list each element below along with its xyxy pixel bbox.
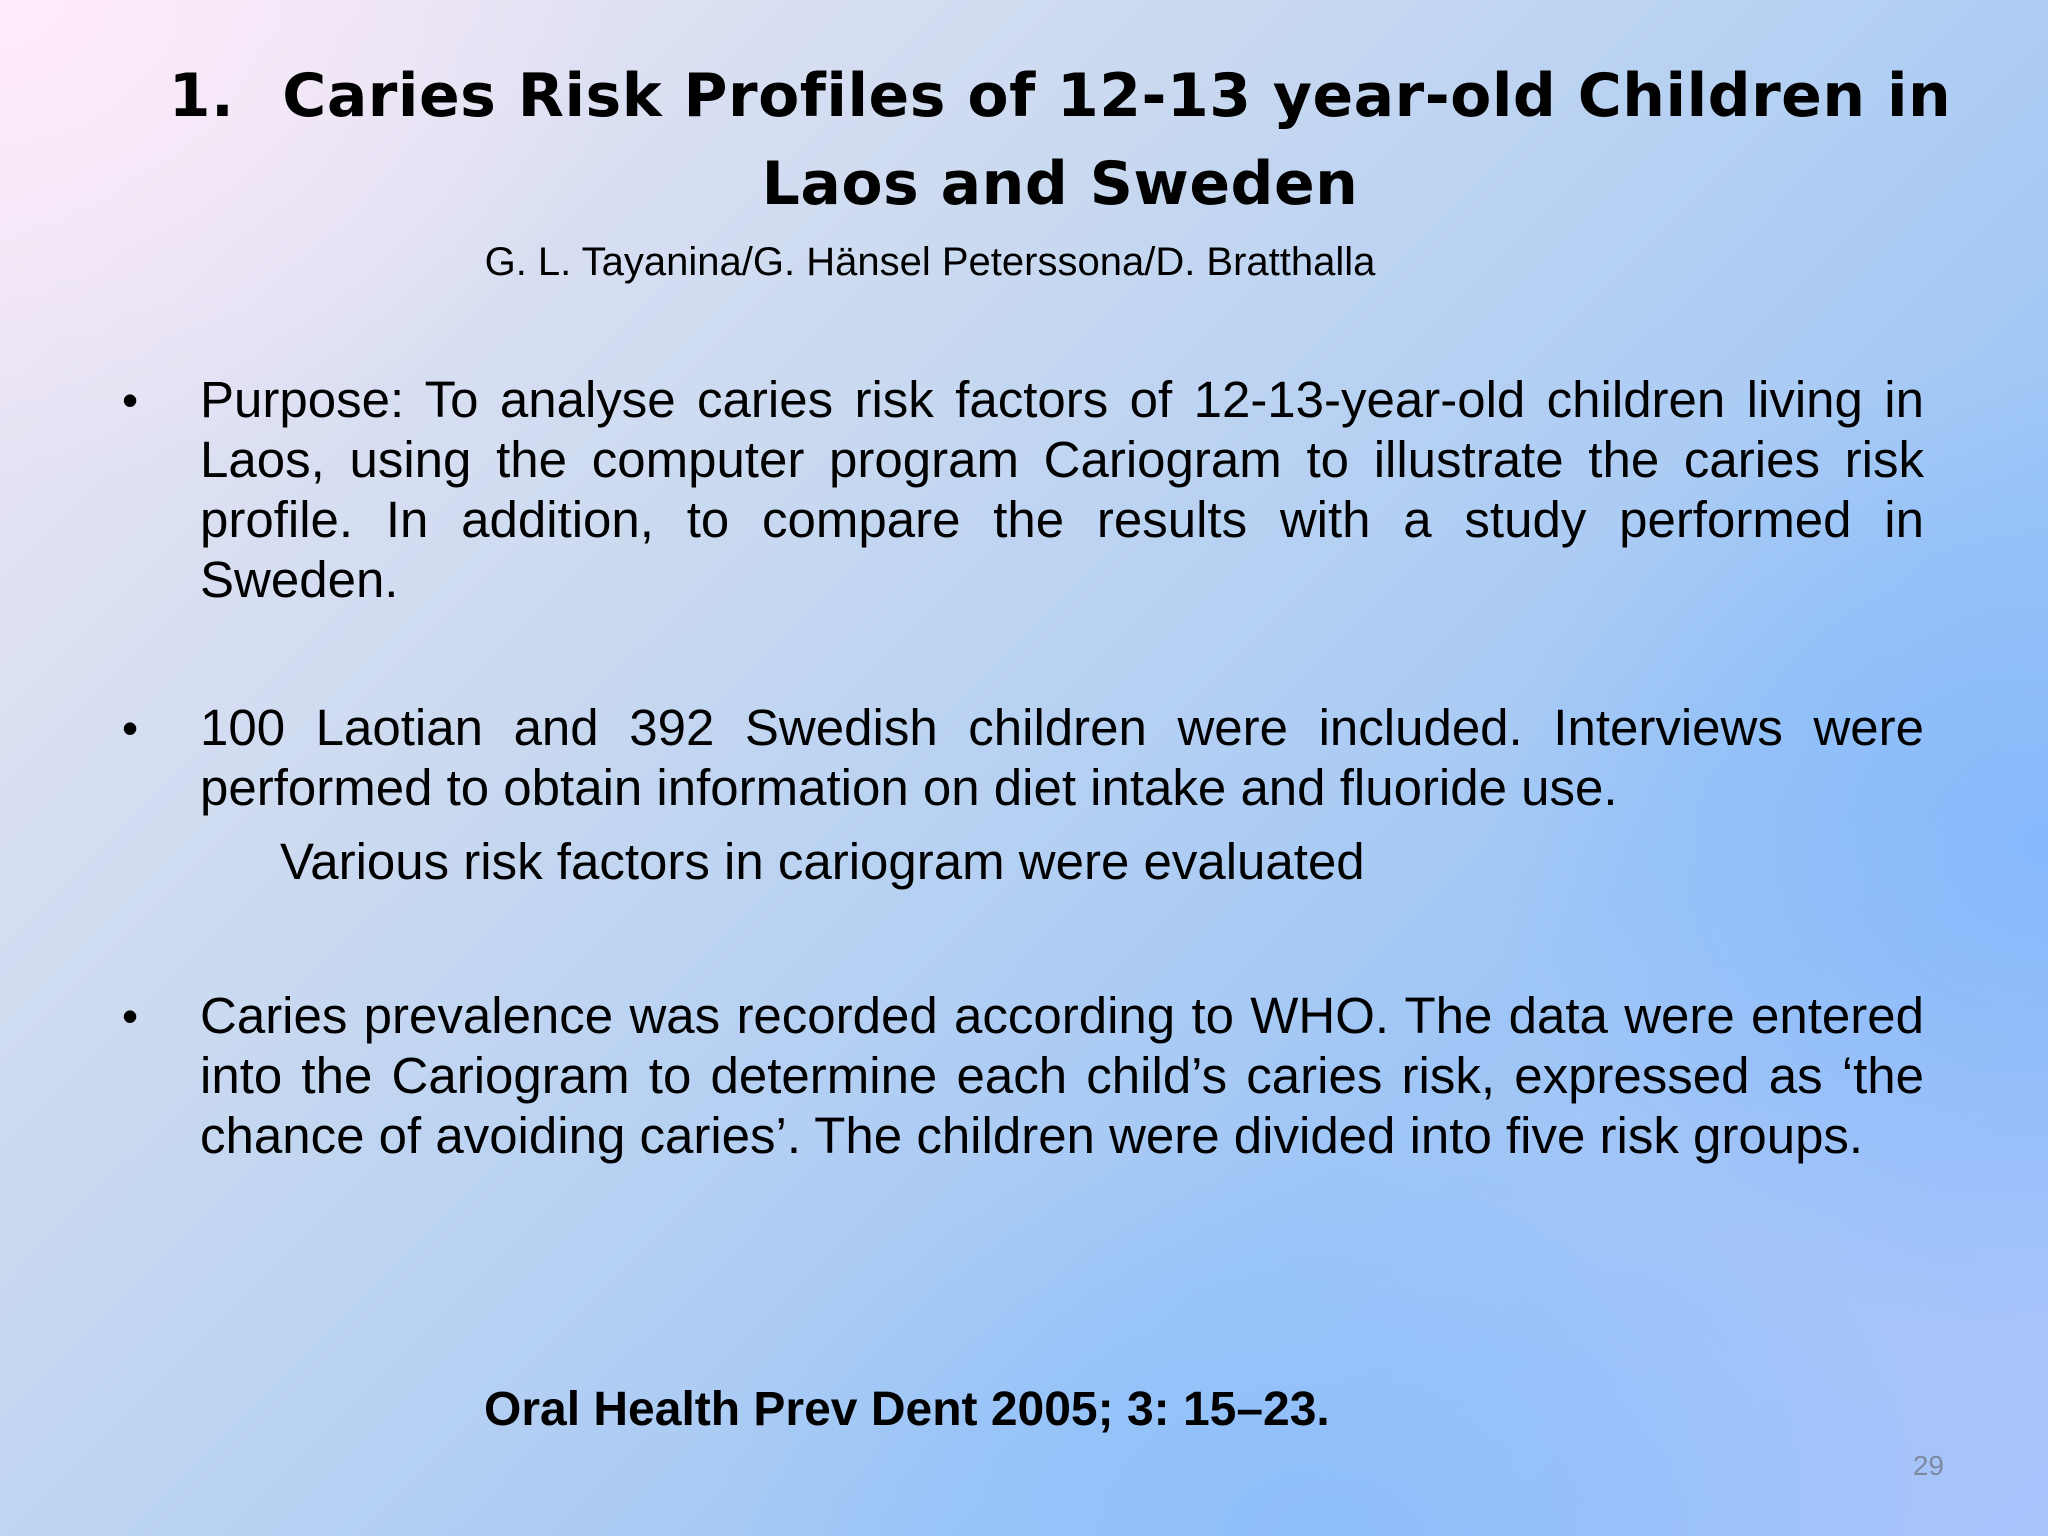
bullet-text: Purpose: To analyse caries risk factors of 12-13-year-old children living in Laos, using the computer program Cariogram to illustrate the caries risk profile. In addition, to compare the results with a study performed in Sweden. xyxy=(200,371,1924,608)
bullet-dot-icon: • xyxy=(122,702,139,754)
bullet-text: Caries prevalence was recorded according to WHO. The data were entered into the Cariogram to determine each child’s caries risk, expressed as ‘the chance of avoiding caries’. The children were divided into five risk groups. xyxy=(200,987,1924,1164)
bullet-list xyxy=(118,370,1924,1166)
slide-title xyxy=(140,52,1980,228)
bullet-dot-icon: • xyxy=(122,374,139,426)
title-number: 1. xyxy=(168,61,235,131)
title-text: Caries Risk Profiles of 12-13 year-old Children in Laos and Sweden xyxy=(282,61,1952,219)
bullet-item-method xyxy=(118,986,1924,1166)
bullet-text: 100 Laotian and 392 Swedish children were included. Interviews were performed to obtain information on diet intake and fluoride use. xyxy=(200,699,1924,816)
bullet-subtext: Various risk factors in cariogram were evaluated xyxy=(280,833,1365,890)
page-number: 29 xyxy=(1912,1450,1944,1481)
authors-line: G. L. Tayanina/G. Hänsel Peterssona/D. Bratthalla xyxy=(484,240,1376,284)
bullet-item-participants xyxy=(118,698,1924,892)
bullet-item-purpose xyxy=(118,370,1924,610)
citation: Oral Health Prev Dent 2005; 3: 15–23. xyxy=(484,1383,1330,1436)
bullet-dot-icon: • xyxy=(122,990,139,1042)
